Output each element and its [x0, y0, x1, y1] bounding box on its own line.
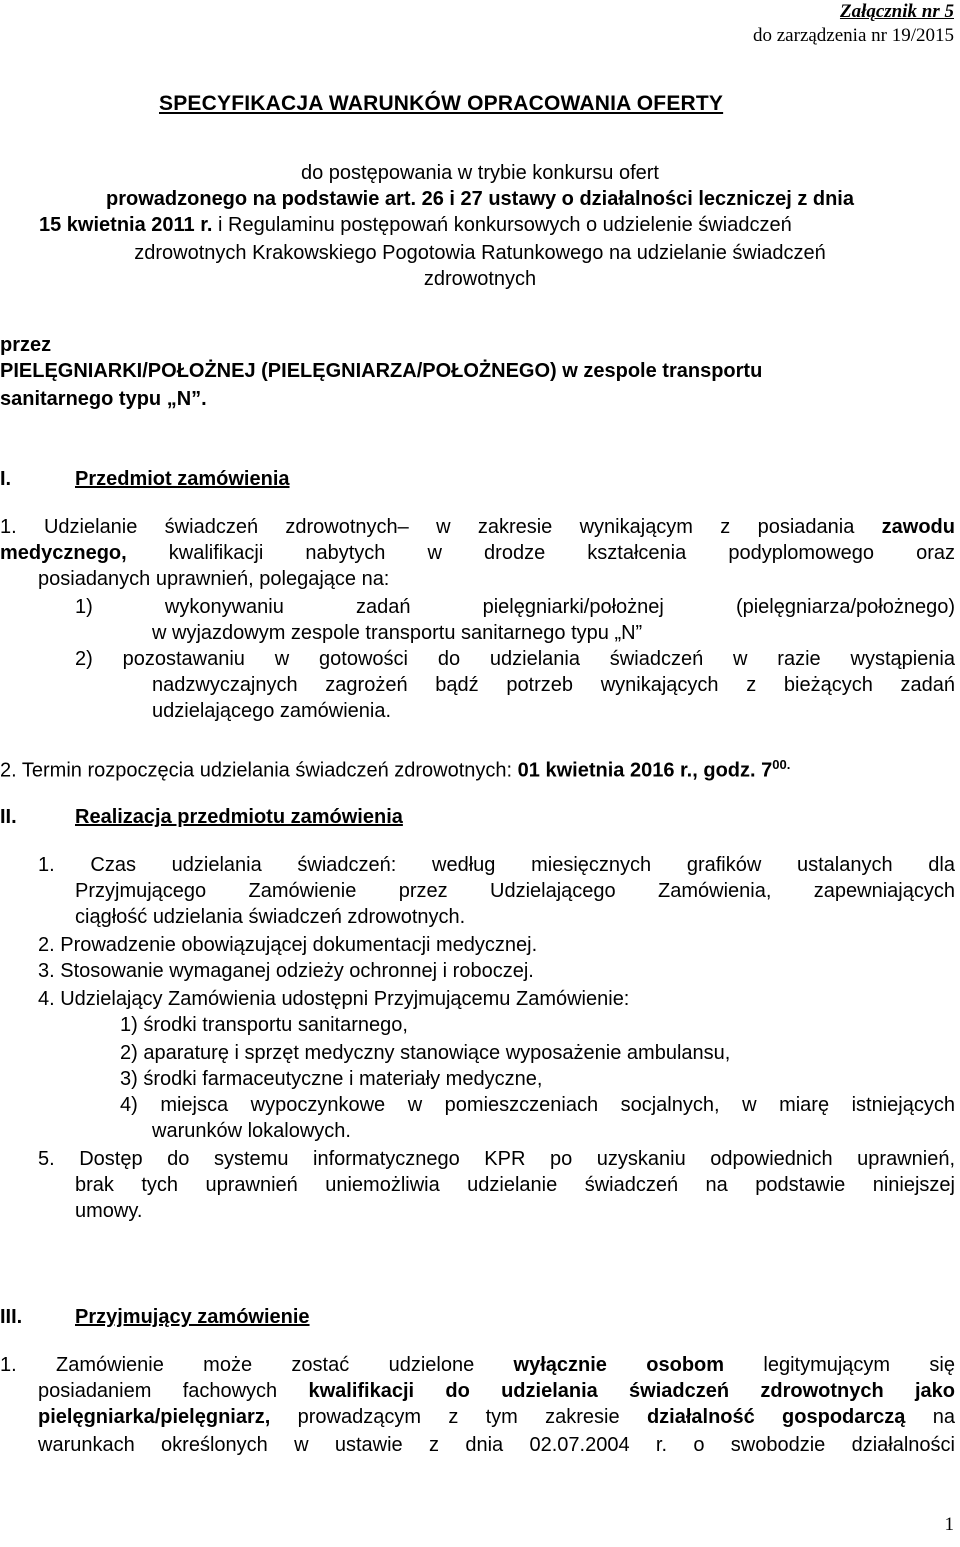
s1-item-1-line-2: w wyjazdowym zespole transportu sanitarnego typu „N” — [152, 622, 643, 644]
s3-line-2: posiadaniem fachowych kwalifikacji do udzielania świadczeń zdrowotnych jako — [38, 1380, 955, 1402]
s3-line-1: 1. Zamówienie może zostać udzielone wyłącznie osobom legitymującym się — [0, 1354, 955, 1376]
s2-p4: 4. Udzielający Zamówienia udostępni Przyjmującemu Zamówienie: — [38, 988, 630, 1010]
intro-line-5: zdrowotnych — [423, 268, 537, 290]
s1-p2: 2. Termin rozpoczęcia udzielania świadczeń zdrowotnych: 01 kwietnia 2016 r., godz. $7^{00.}$ — [0, 757, 791, 782]
intro-line-3: 15 kwietnia 2011 r. i Regulaminu postępowań konkursowych o udzielenie świadczeń — [39, 214, 792, 236]
s1-item-2-line-3: udzielającego zamówienia. — [152, 700, 392, 722]
s2-p1-line-1: 1. Czas udzielania świadczeń: według miesięcznych grafików ustalanych dla — [38, 854, 955, 876]
s2-p1-line-2: Przyjmującego Zamówienie przez Udzielającego Zamówienia, zapewniających — [75, 880, 955, 902]
document-title: SPECYFIKACJA WARUNKÓW OPRACOWANIA OFERTY — [159, 92, 724, 115]
s2-p1-line-3: ciągłość udzielania świadczeń zdrowotnych. — [75, 906, 466, 928]
s2-sub-3: 3) środki farmaceutyczne i materiały medyczne, — [120, 1068, 543, 1090]
s2-sub-4-line-1: 4) miejsca wypoczynkowe w pomieszczeniach socjalnych, w miarę istniejących — [120, 1094, 955, 1116]
s2-p5-line-2: brak tych uprawnień uniemożliwia udzielanie świadczeń na podstawie niniejszej — [75, 1174, 955, 1196]
s2-p5-line-1: 5. Dostęp do systemu informatycznego KPR po uzyskaniu odpowiednich uprawnień, — [38, 1148, 955, 1170]
s2-sub-2: 2) aparaturę i sprzęt medyczny stanowiące wyposażenie ambulansu, — [120, 1042, 731, 1064]
s1-item-2-line-2: nadzwyczajnych zagrożeń bądź potrzeb wynikających z bieżących zadań — [152, 674, 955, 696]
section-3-number: III. — [0, 1306, 23, 1328]
przez-label: przez — [0, 334, 52, 356]
s2-p5-line-3: umowy. — [75, 1200, 143, 1222]
s3-line-4: warunkach określonych w ustawie z dnia 02.07.2004 r. o swobodzie działalności — [38, 1434, 955, 1456]
s1-p1-line-2: medycznego, kwalifikacji nabytych w drodze kształcenia podyplomowego oraz — [0, 542, 955, 564]
section-2-heading: Realizacja przedmiotu zamówienia — [75, 806, 403, 828]
section-1-number: I. — [0, 468, 12, 490]
s1-p1-line-1: 1. Udzielanie świadczeń zdrowotnych– w zakresie wynikającym z posiadania zawodu — [0, 516, 955, 538]
intro-line-2: prowadzonego na podstawie art. 26 i 27 ustawy o działalności leczniczej z dnia — [106, 188, 854, 210]
intro-line-1: do postępowania w trybie konkursu ofert — [301, 162, 659, 184]
przez-line-2: PIELĘGNIARKI/POŁOŻNEJ (PIELĘGNIARZA/POŁOŻNEGO) w zespole transportu — [0, 360, 763, 382]
s2-sub-1: 1) środki transportu sanitarnego, — [120, 1014, 408, 1036]
s1-item-2-line-1: 2) pozostawaniu w gotowości do udzielania świadczeń w razie wystąpienia — [75, 648, 955, 670]
section-2-number: II. — [0, 806, 17, 828]
intro-line-4: zdrowotnych Krakowskiego Pogotowia Ratunkowego na udzielanie świadczeń — [134, 242, 826, 264]
przez-line-3: sanitarnego typu „N”. — [0, 388, 207, 410]
s2-p2: 2. Prowadzenie obowiązującej dokumentacji medycznej. — [38, 934, 538, 956]
annex-line-1: Załącznik nr 5 — [839, 1, 954, 22]
s3-line-3: pielęgniarka/pielęgniarz, prowadzącym z tym zakresie działalność gospodarczą na — [38, 1406, 955, 1428]
annex-line-2: do zarządzenia nr 19/2015 — [753, 25, 954, 46]
section-3-heading: Przyjmujący zamówienie — [75, 1306, 310, 1328]
section-1-heading: Przedmiot zamówienia — [75, 468, 290, 490]
s1-p1-line-3: posiadanych uprawnień, polegające na: — [38, 568, 390, 590]
s2-sub-4-line-2: warunków lokalowych. — [152, 1120, 351, 1142]
page-number: 1 — [944, 1514, 954, 1535]
s2-p3: 3. Stosowanie wymaganej odzieży ochronnej i roboczej. — [38, 960, 534, 982]
s1-item-1-line-1: 1) wykonywaniu zadań pielęgniarki/położnej (pielęgniarza/położnego) — [75, 596, 955, 618]
